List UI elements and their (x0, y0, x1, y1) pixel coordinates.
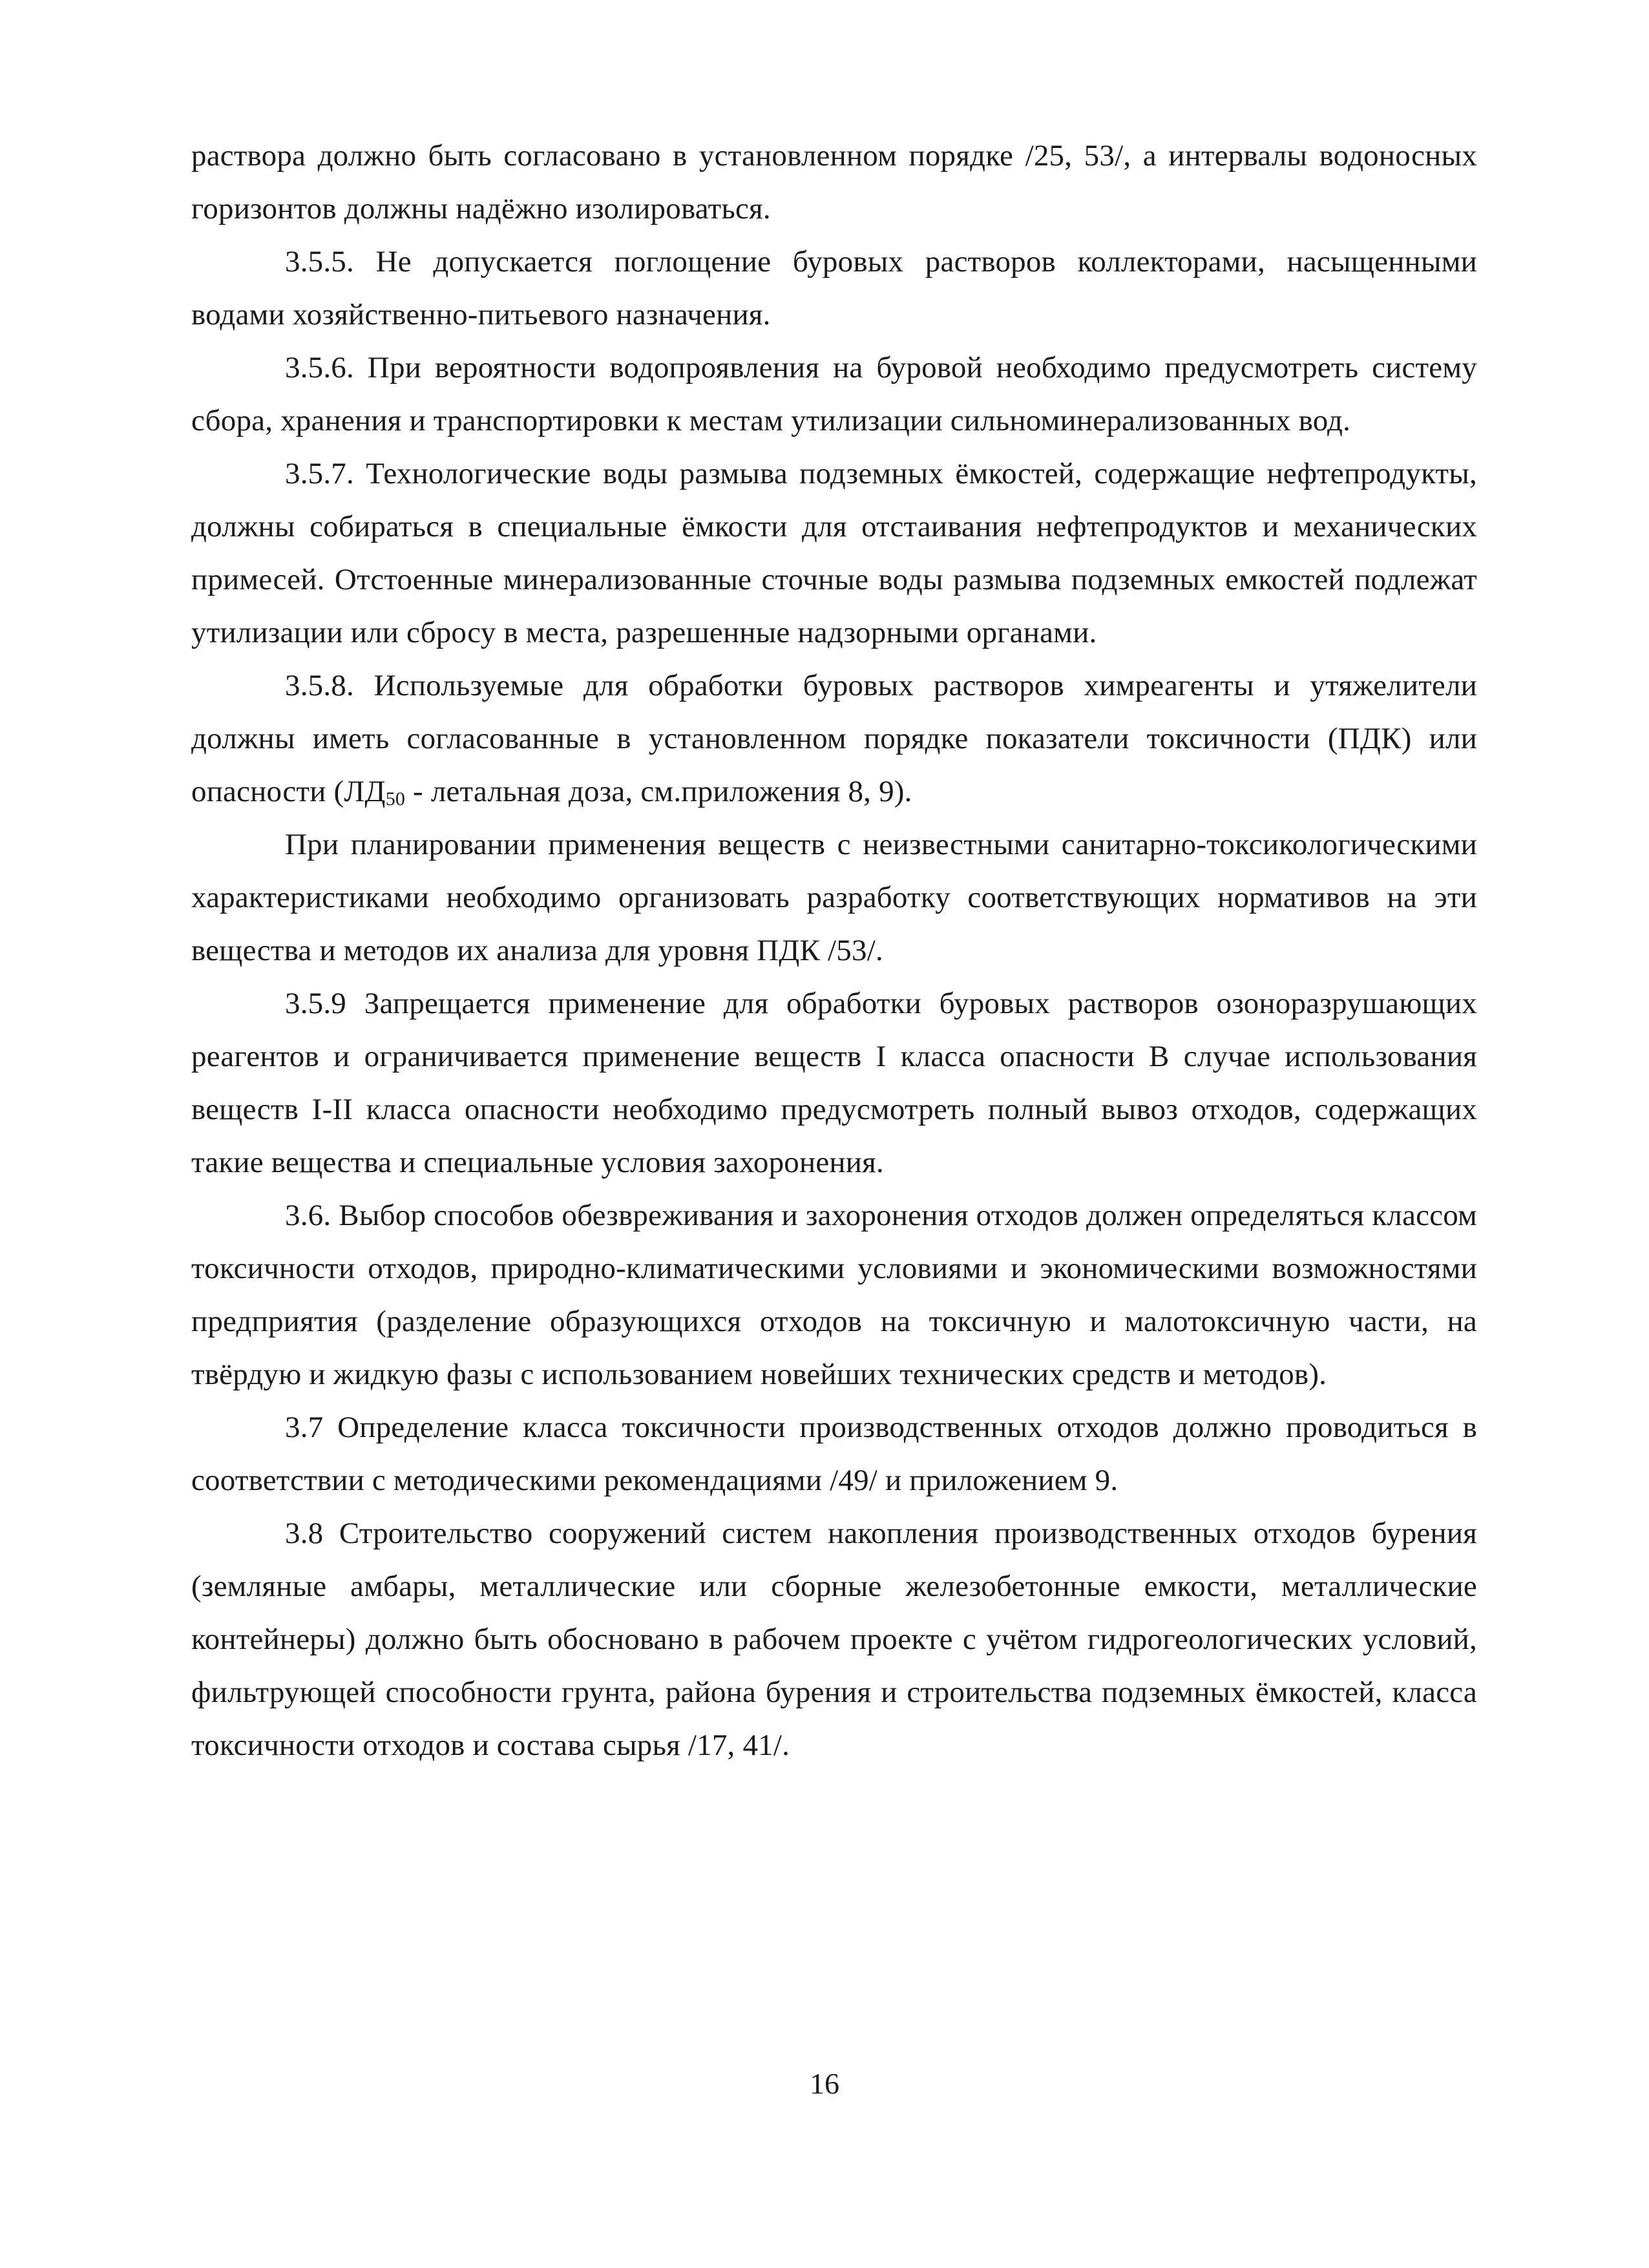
paragraph-3-5-7: 3.5.7. Технологические воды размыва подземных ёмкостей, содержащие нефтепродукты, должны собираться в специальные ёмкости для отстаивания нефтепродуктов и механических примесей. Отстоенные минерализованные сточные воды размыва подземных емкостей подлежат утилизации или сбросу в места, разрешенные надзорными органами. (191, 457, 1477, 649)
paragraph-3-6: 3.6. Выбор способов обезвреживания и захоронения отходов должен определяться классом токсичности отходов, природно-климатическими условиями и экономическими возможностями предприятия (разделение образующихся отходов на токсичную и малотоксичную части, на твёрдую и жидкую фазы с использованием новейших технических средств и методов). (191, 1199, 1477, 1391)
paragraph-3-5-6: 3.5.6. При вероятности водопроявления на буровой необходимо предусмотреть систему сбора, хранения и транспортировки к местам утилизации сильноминерализованных вод. (191, 351, 1477, 437)
paragraph-planning: При планировании применения веществ с неизвестными санитарно-токсикологическими характеристиками необходимо организовать разработку соответствующих нормативов на эти вещества и методов их анализа для уровня ПДК /53/. (191, 828, 1477, 967)
paragraph-3-5-8-text-before: 3.5.8. Используемые для обработки буровых растворов химреагенты и утяжелители должны иметь согласованные в установленном порядке показатели токсичности (ПДК) или опасности (ЛД (191, 669, 1477, 808)
paragraph-3-8: 3.8 Строительство сооружений систем накопления производственных отходов бурения (земляные амбары, металлические или сборные железобетонные емкости, металлические контейнеры) должно быть обосновано в рабочем проекте с учётом гидрогеологических условий, фильтрующей способности грунта, района бурения и строительства подземных ёмкостей, класса токсичности отходов и состава сырья /17, 41/. (191, 1517, 1477, 1762)
paragraph-3-5-5: 3.5.5. Не допускается поглощение буровых растворов коллекторами, насыщенными водами хозяйственно-питьевого назначения. (191, 245, 1477, 331)
paragraph-continuation: раствора должно быть согласовано в установленном порядке /25, 53/, а интервалы водоносных горизонтов должны надёжно изолироваться. (191, 139, 1477, 226)
ld50-subscript: 50 (385, 788, 406, 810)
document-page (191, 129, 1477, 1772)
page-number: 16 (810, 2067, 839, 2100)
paragraph-3-7: 3.7 Определение класса токсичности производственных отходов должно проводиться в соответствии с методическими рекомендациями /49/ и приложением 9. (191, 1411, 1477, 1497)
paragraph-3-5-9: 3.5.9 Запрещается применение для обработки буровых растворов озоноразрушающих реагентов и ограничивается применение веществ I класса опасности В случае использования веществ I-II класса опасности необходимо предусмотреть полный вывоз отходов, содержащих такие вещества и специальные условия захоронения. (191, 987, 1477, 1179)
paragraph-3-5-8 (191, 659, 1477, 818)
paragraph-3-5-8-text-after: - летальная доза, см.приложения 8, 9). (405, 775, 912, 808)
